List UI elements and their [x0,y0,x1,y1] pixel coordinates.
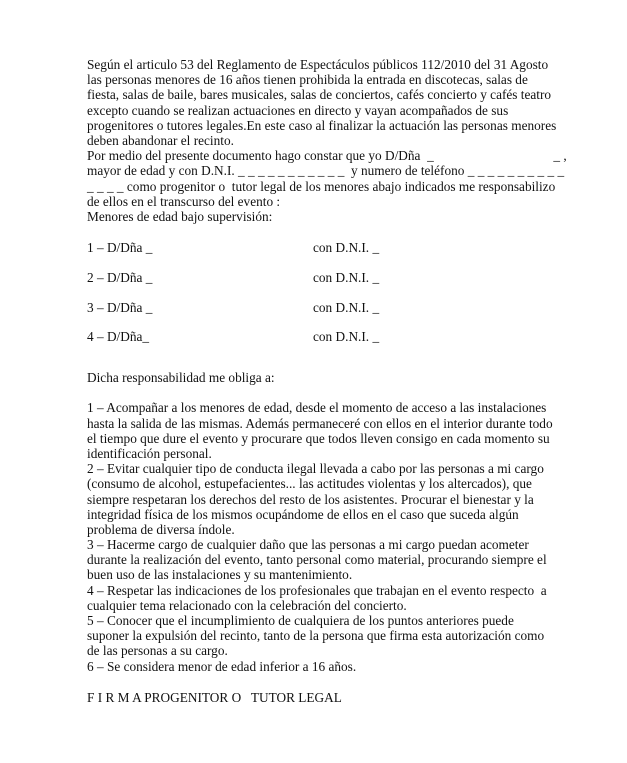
minor-row-1 [87,240,547,255]
minor-name-field[interactable]: 3 – D/Dña _ [87,299,153,315]
obligation-line: 2 – Evitar cualquier tipo de conducta ilegal llevada a cabo por las personas a mi cargo [87,461,544,477]
document-page [87,57,567,674]
minors-list [87,240,547,345]
minor-row-2 [87,270,547,285]
intro-line: deben abandonar el recinto. [87,132,234,148]
obligation-line: 4 – Respetar las indicaciones de los profesionales que trabajan en el evento respecto a [87,582,547,598]
obligation-line: 3 – Hacerme cargo de cualquier daño que las personas a mi cargo puedan acometer [87,537,529,553]
intro-line: Según el articulo 53 del Reglamento de Espectáculos públicos 112/2010 del 31 Agosto [87,57,549,72]
obligations-section [87,370,553,674]
declaration-paragraph [87,148,567,224]
minors-heading: Menores de edad bajo supervisión: [87,208,273,224]
minor-row-4 [87,329,547,344]
declaration-line: de ellos en el transcurso del evento : [87,193,281,209]
intro-line: excepto cuando se realizan actuaciones en directo y vayan acompañados de sus [87,102,509,118]
obligations-heading: Dicha responsabilidad me obliga a: [87,370,275,386]
obligation-line: 5 – Conocer que el incumplimiento de cualquiera de los puntos anteriores puede [87,613,514,628]
intro-line: las personas menores de 16 años tienen prohibida la entrada en discotecas, salas de [87,72,528,88]
minor-name-field[interactable]: 1 – D/Dña _ [87,240,153,256]
signature-label: F I R M A PROGENITOR O TUTOR LEGAL [87,690,342,705]
intro-line: fiesta, salas de baile, bares musicales, salas de conciertos, cafés concierto y cafés teatro [87,87,552,103]
intro-line: progenitores o tutores legales.En este caso al finalizar la actuación las personas menores [87,117,557,133]
obligation-line: de las personas a su cargo. [87,643,228,659]
minor-dni-field[interactable]: con D.N.I. _ [313,299,380,315]
declaration-line-dni-phone[interactable]: mayor de edad y con D.N.I. _ _ _ _ _ _ _ _ _ _ _ y numero de teléfono _ _ _ _ _ _ _ _ _ _ [87,163,565,179]
obligation-line: integridad física de los mismos ocupándome de ellos en el caso que suceda algún [87,506,519,522]
obligation-line: problema de diversa índole. [87,521,235,537]
obligation-line: el tiempo que dure el evento y procurare que todos lleven consigo en cada momento su [87,430,550,446]
minor-dni-field[interactable]: con D.N.I. _ [313,269,380,285]
obligation-line: suponer la expulsión del recinto, tanto de la persona que firma esta autorización como [87,628,545,644]
minor-name-field[interactable]: 4 – D/Dña_ [87,329,150,345]
minor-name-field[interactable]: 2 – D/Dña _ [87,269,153,285]
obligation-line: 6 – Se considera menor de edad inferior a 16 años. [87,658,357,674]
declaration-line-phone-cont[interactable]: _ _ _ _ como progenitor o tutor legal de los menores abajo indicados me responsabilizo [87,178,556,194]
obligation-line: (consumo de alcohol, estupefacientes... las actitudes violentas y los altercados), que [87,476,532,492]
minor-dni-field[interactable]: con D.N.I. _ [313,240,380,256]
obligation-line: durante la realización del evento, tanto personal como material, procurando siempre el [87,552,547,568]
obligation-line: hasta la salida de las mismas. Además permaneceré con ellos en el interior durante todo [87,415,553,431]
obligation-line: identificación personal. [87,445,212,461]
declaration-line-guardian-name[interactable]: Por medio del presente documento hago constar que yo D/Dña _ _ , [87,148,567,164]
obligation-line: buen uso de las instalaciones y su mantenimiento. [87,567,353,583]
obligation-line: cualquier tema relacionado con la celebración del concierto. [87,597,407,613]
obligation-line: siempre respetaran los derechos del resto de los asistentes. Procurar el bienestar y la [87,491,534,507]
intro-paragraph [87,57,557,148]
minor-row-3 [87,300,547,315]
obligation-line: 1 – Acompañar a los menores de edad, desde el momento de acceso a las instalaciones [87,400,547,416]
minor-dni-field[interactable]: con D.N.I. _ [313,329,380,345]
